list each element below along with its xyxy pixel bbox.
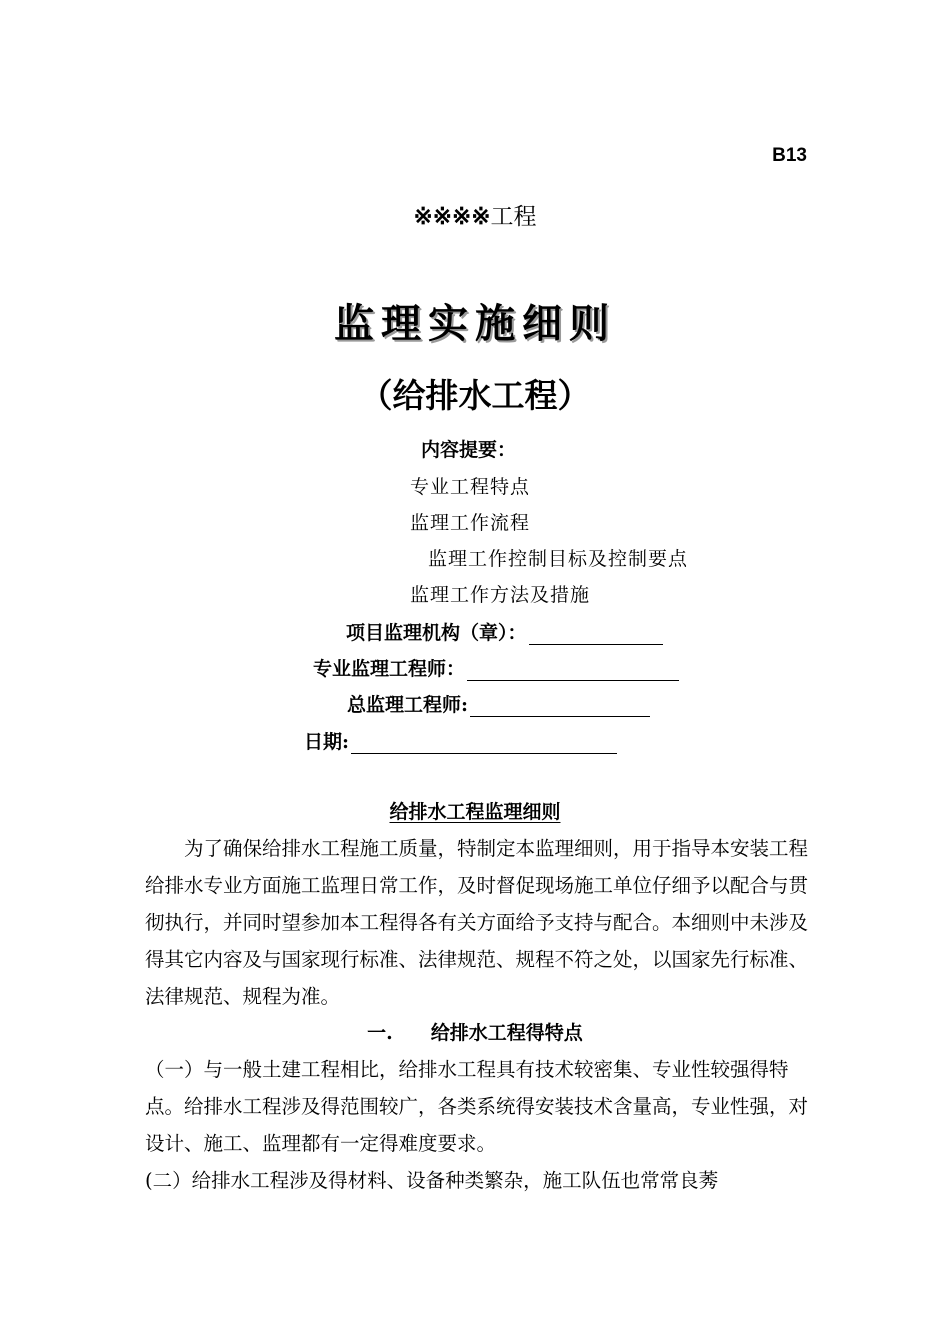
part1-item-1: （一）与一般土建工程相比，给排水工程具有技术较密集、专业性较强得特点。给排水工程涉及得范围较广，各类系统得安装技术含量高，专业性强，对设计、施工、监理都有一定得难度要求。	[145, 1058, 809, 1155]
section-title	[0, 797, 950, 824]
part1-body	[145, 1051, 810, 1199]
intro-paragraph	[145, 830, 810, 1015]
part1-number: 一.	[367, 1022, 393, 1044]
signature-row-engineer	[313, 654, 679, 681]
toc-heading: 内容提要：	[421, 439, 517, 461]
project-marks: ※※※※	[413, 203, 491, 230]
signature-blank[interactable]	[467, 660, 679, 681]
part1-heading	[0, 1018, 950, 1045]
signature-label: 总监理工程师:	[347, 694, 469, 716]
toc-item: 监理工作流程	[410, 512, 531, 534]
main-title: 监理实施细则	[334, 300, 616, 347]
signature-label: 专业监理工程师：	[313, 658, 466, 680]
toc-item: 监理工作控制目标及控制要点	[428, 548, 689, 570]
project-name	[0, 198, 950, 231]
signature-row-agency	[346, 618, 663, 645]
document-code: B13	[772, 145, 807, 166]
signature-row-date	[304, 727, 617, 754]
part1-title: 给排水工程得特点	[430, 1022, 583, 1044]
toc-item: 监理工作方法及措施	[410, 584, 591, 606]
intro-text: 为了确保给排水工程施工质量，特制定本监理细则，用于指导本安装工程给排水专业方面施工监理日常工作，及时督促现场施工单位仔细予以配合与贯彻执行，并同时望参加本工程得各有关方面给予支持与配合。本细则中未涉及得其它内容及与国家现行标准、法律规范、规程不符之处，以国家先行标准、法律规范、规程为准。	[145, 837, 809, 1008]
signature-label: 项目监理机构（章）：	[346, 622, 527, 644]
toc-item: 专业工程特点	[410, 476, 531, 498]
project-suffix: 工程	[490, 204, 537, 230]
section-title-text: 给排水工程监理细则	[389, 801, 561, 823]
signature-row-chief	[347, 690, 650, 717]
part1-item-2: (二）给排水工程涉及得材料、设备种类繁杂，施工队伍也常常良莠	[145, 1169, 719, 1192]
signature-blank[interactable]	[529, 624, 663, 645]
signature-blank[interactable]	[470, 696, 650, 717]
signature-blank[interactable]	[351, 733, 617, 754]
signature-label: 日期:	[304, 731, 350, 753]
sub-title: （给排水工程）	[359, 376, 591, 415]
